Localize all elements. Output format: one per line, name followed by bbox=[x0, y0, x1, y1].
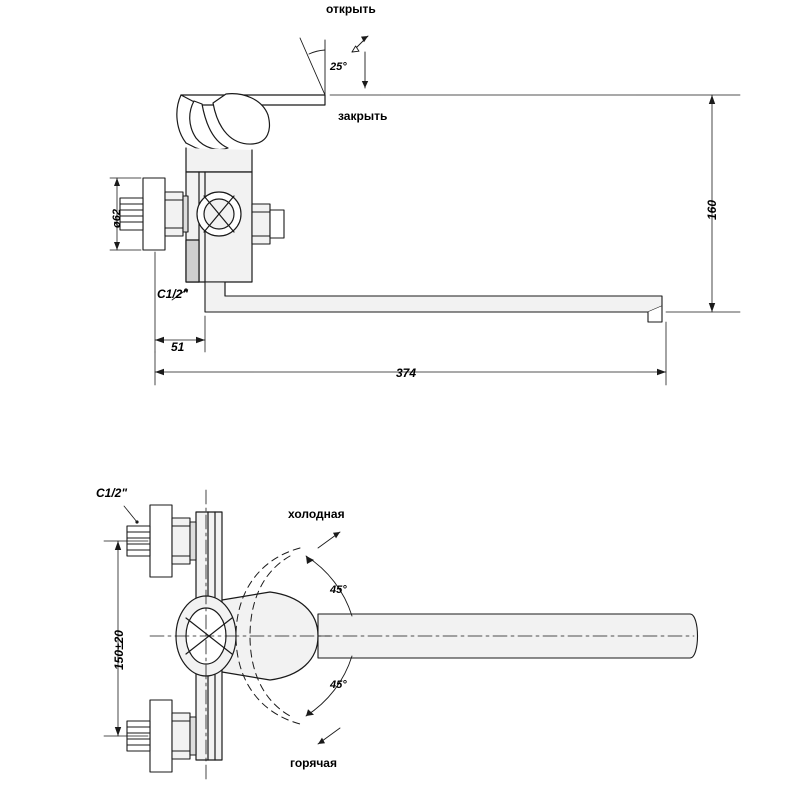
label-cold: холодная bbox=[288, 507, 345, 521]
hot-angle-indicator bbox=[306, 656, 352, 744]
label-diameter-62: ø62 bbox=[111, 209, 123, 228]
label-offset-51: 51 bbox=[171, 340, 185, 354]
label-open: открыть bbox=[326, 2, 376, 16]
label-spacing-150: 150±20 bbox=[112, 630, 126, 670]
label-height-160: 160 bbox=[705, 199, 719, 220]
spout-side bbox=[205, 282, 662, 322]
outlet-right-side bbox=[252, 204, 284, 244]
cold-angle-indicator bbox=[306, 532, 352, 616]
leader-thread-plan bbox=[124, 506, 139, 524]
spout-plan bbox=[318, 614, 698, 658]
label-close: закрыть bbox=[338, 109, 388, 123]
inlet-left-side bbox=[120, 178, 188, 250]
dimension-150 bbox=[104, 541, 148, 736]
label-angle-hot: 45° bbox=[330, 679, 347, 691]
label-thread-side: C1/2" bbox=[157, 287, 189, 301]
label-angle-cold: 45° bbox=[330, 584, 347, 596]
label-angle-lever: 25° bbox=[330, 61, 347, 73]
label-length-374: 374 bbox=[396, 366, 417, 380]
label-hot: горячая bbox=[290, 756, 337, 770]
label-thread-plan: C1/2" bbox=[96, 486, 128, 500]
mixer-body-side bbox=[186, 148, 252, 282]
lever-handle-side bbox=[177, 94, 325, 151]
dimension-160 bbox=[330, 95, 740, 312]
